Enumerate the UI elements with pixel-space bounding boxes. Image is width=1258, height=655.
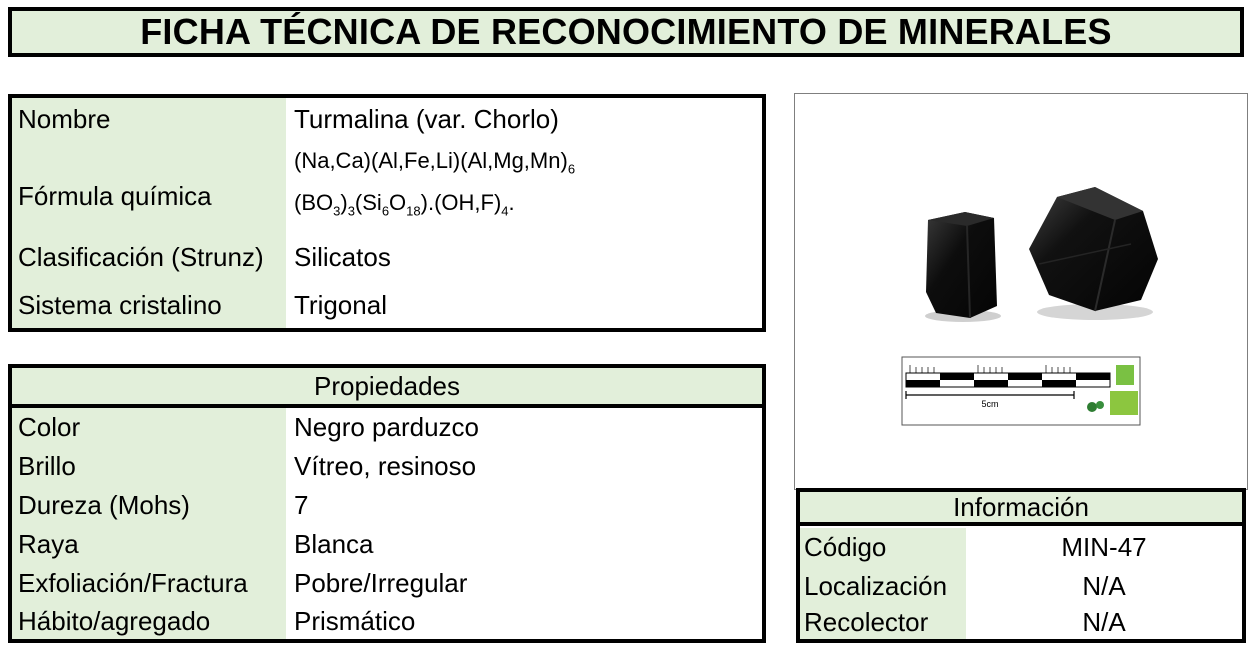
properties-heading: Propiedades [12, 368, 762, 408]
leaf-icon [1096, 401, 1104, 409]
property-label: Color [12, 408, 286, 447]
property-value: Blanca [286, 525, 762, 564]
property-label: Hábito/agregado [12, 603, 286, 639]
tourmaline-crystal-small [926, 212, 997, 318]
property-value: Negro parduzco [286, 408, 762, 447]
system-value: Trigonal [286, 282, 762, 328]
classification-row [12, 232, 762, 282]
property-value: Pobre/Irregular [286, 564, 762, 603]
info-row [800, 567, 1242, 605]
name-row [12, 98, 762, 140]
formula-label: Fórmula química [12, 140, 286, 252]
information-heading: Información [800, 492, 1242, 526]
info-label: Código [800, 528, 966, 567]
classification-value: Silicatos [286, 232, 762, 282]
info-row [800, 605, 1242, 639]
formula-line-1: $(Na,Ca)(Al,Fe,Li)(Al,Mg,Mn)_6$ [294, 148, 576, 177]
name-value: Turmalina (var. Chorlo) [286, 98, 762, 140]
info-row [800, 528, 1242, 567]
property-row [12, 564, 762, 603]
info-value: N/A [966, 567, 1242, 605]
property-label: Brillo [12, 447, 286, 486]
classification-label: Clasificación (Strunz) [12, 232, 286, 282]
specimen-photo [794, 93, 1248, 490]
scale-bar [902, 357, 1140, 425]
property-label: Raya [12, 525, 286, 564]
property-label: Exfoliación/Fractura [12, 564, 286, 603]
info-label: Recolector [800, 605, 966, 639]
info-label: Localización [800, 567, 966, 605]
property-row [12, 486, 762, 525]
page-title: FICHA TÉCNICA DE RECONOCIMIENTO DE MINERALES [8, 7, 1244, 57]
logo-icon [1116, 365, 1134, 385]
property-label: Dureza (Mohs) [12, 486, 286, 525]
property-value: Vítreo, resinoso [286, 447, 762, 486]
system-label: Sistema cristalino [12, 282, 286, 328]
property-row [12, 603, 762, 639]
property-value: Prismático [286, 603, 762, 639]
property-row [12, 408, 762, 447]
properties-table [8, 364, 766, 643]
scale-label: 5cm [981, 399, 999, 409]
property-row [12, 525, 762, 564]
info-value: N/A [966, 605, 1242, 639]
info-value: MIN-47 [966, 528, 1242, 567]
identification-table [8, 94, 766, 332]
property-value: 7 [286, 486, 762, 525]
logo-panel [1110, 391, 1138, 415]
information-table [796, 488, 1246, 643]
formula-line-2: $(BO_3)_3(Si_6O_{18}).(OH,F)_4$. [294, 190, 515, 219]
mineral-specimen-image [795, 94, 1247, 489]
property-row [12, 447, 762, 486]
name-label: Nombre [12, 98, 286, 140]
system-row [12, 282, 762, 328]
leaf-icon [1087, 402, 1097, 412]
